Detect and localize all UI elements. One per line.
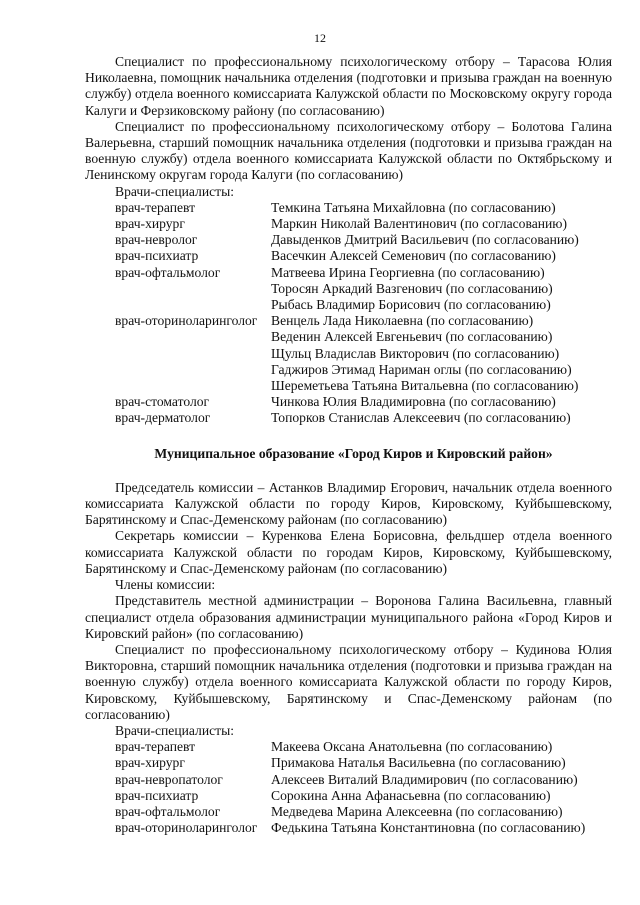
psychologist-paragraph-3: Специалист по профессиональному психологическому отбору – Кудинова Юлия Викторовна, старший помощник начальника отделения (подготовки и призыва граждан на военную службу) отдела военного комиссариата Калужской области по городу Киров, Кировскому, Куйбышевскому, Барятинскому и Спас-Деменскому районам (по согласованию) — [85, 641, 612, 722]
list-item — [85, 820, 612, 836]
doctor-name: Торосян Аркадий Вазгенович (по согласованию) — [271, 280, 553, 296]
doctor-name: Топорков Станислав Алексеевич (по согласованию) — [271, 410, 571, 426]
doctor-name: Сорокина Анна Афанасьевна (по согласованию) — [271, 787, 551, 803]
doctor-title — [85, 362, 271, 378]
doctor-title — [85, 329, 271, 345]
list-item — [85, 410, 612, 426]
doctor-title: врач-психиатр — [115, 248, 199, 264]
doctor-title: врач-оториноларинголог — [115, 313, 258, 329]
doctor-name: Гаджиров Этимад Нариман оглы (по согласованию) — [271, 361, 572, 377]
doctor-title: врач-терапевт — [115, 739, 196, 755]
doctor-title: врач-невропатолог — [115, 771, 223, 787]
doctors-label-1: Врачи-специалисты: — [115, 183, 234, 199]
doctor-title: врач-невролог — [115, 232, 198, 248]
list-item — [85, 346, 612, 362]
doctor-name: Алексеев Виталий Владимирович (по согласованию) — [271, 771, 578, 787]
doctor-title: врач-офтальмолог — [115, 264, 221, 280]
list-item — [85, 313, 612, 329]
list-item — [85, 248, 612, 264]
doctor-title: врач-дерматолог — [115, 410, 211, 426]
doctor-name: Венцель Лада Николаевна (по согласованию) — [271, 313, 534, 329]
doctor-name: Матвеева Ирина Георгиевна (по согласованию) — [271, 264, 545, 280]
doctor-name: Чинкова Юлия Владимировна (по согласованию) — [271, 394, 556, 410]
list-item — [85, 281, 612, 297]
doctor-name: Шереметьева Татьяна Витальевна (по согласованию) — [271, 378, 579, 394]
doctor-name: Маркин Николай Валентинович (по согласованию) — [271, 216, 567, 232]
members-label: Члены комиссии: — [115, 577, 216, 593]
list-item — [85, 788, 612, 804]
doctor-name: Примакова Наталья Васильевна (по согласованию) — [271, 755, 566, 771]
doctors-label-2: Врачи-специалисты: — [115, 722, 234, 738]
doctor-name: Федькина Татьяна Константиновна (по согласованию) — [271, 820, 586, 836]
list-item — [85, 772, 612, 788]
list-item — [85, 265, 612, 281]
doctor-title: врач-офтальмолог — [115, 803, 221, 819]
doctor-title — [85, 346, 271, 362]
chairman-paragraph: Председатель комиссии – Астанков Владимир Егорович, начальник отдела военного комиссариата Калужской области по городу Киров, Кировскому, Куйбышевскому, Барятинскому и Спас-Деменскому районам (по согласованию) — [85, 479, 612, 528]
doctor-name: Рыбась Владимир Борисович (по согласованию) — [271, 297, 551, 313]
psychologist-paragraph-2: Специалист по профессиональному психологическому отбору – Болотова Галина Валерьевна, старший помощник начальника отделения (подготовки и призыва граждан на военную службу) отдела военного комиссариата Калужской области по Октябрьскому и Ленинскому округам города Калуги (по согласованию) — [85, 118, 612, 183]
doctor-title: врач-стоматолог — [115, 394, 210, 410]
doctor-title: врач-оториноларинголог — [115, 820, 258, 836]
doctor-name: Макеева Оксана Анатольевна (по согласованию) — [271, 739, 553, 755]
doctor-name: Давыденков Дмитрий Васильевич (по согласованию) — [271, 232, 579, 248]
doctor-title: врач-хирург — [115, 755, 185, 771]
doctors-list-2 — [85, 739, 612, 836]
list-item — [85, 297, 612, 313]
page-number: 12 — [314, 31, 326, 45]
doctor-name: Васечкин Алексей Семенович (по согласованию) — [271, 248, 556, 264]
list-item — [85, 329, 612, 345]
list-item — [85, 394, 612, 410]
doctor-title — [85, 281, 271, 297]
psychologist-paragraph-1: Специалист по профессиональному психологическому отбору – Тарасова Юлия Николаевна, помощник начальника отделения (подготовки и призыва граждан на военную службу) отдела военного комиссариата Калужской области по Московскому округу города Калуги и Ферзиковскому району (по согласованию) — [85, 54, 612, 118]
secretary-paragraph: Секретарь комиссии – Куренкова Елена Борисовна, фельдшер отдела военного комиссариата Калужской области по городам Киров, Кировскому, Куйбышевскому, Барятинскому и Спас-Деменскому районам (по согласованию) — [85, 528, 612, 576]
admin-representative-paragraph: Представитель местной администрации – Воронова Галина Васильевна, главный специалист отдела образования администрации муниципального района «Город Киров и Кировский район» (по согласованию) — [85, 593, 612, 641]
doctor-name: Темкина Татьяна Михайловна (по согласованию) — [271, 199, 556, 215]
doctor-title — [85, 378, 271, 394]
doctor-title: врач-хирург — [115, 216, 185, 232]
list-item — [85, 804, 612, 820]
doctor-title: врач-психиатр — [115, 787, 199, 803]
doctor-name: Щульц Владислав Викторович (по согласованию) — [271, 345, 560, 361]
list-item — [85, 216, 612, 232]
list-item — [85, 200, 612, 216]
list-item — [85, 739, 612, 755]
list-item — [85, 755, 612, 771]
list-item — [85, 232, 612, 248]
list-item — [85, 362, 612, 378]
doctor-name: Медведева Марина Алексеевна (по согласованию) — [271, 803, 563, 819]
document-body — [85, 54, 612, 836]
doctor-title — [85, 297, 271, 313]
section-heading: Муниципальное образование «Город Киров и Кировский район» — [154, 445, 553, 461]
doctors-list-1 — [85, 200, 612, 427]
doctor-title: врач-терапевт — [115, 199, 196, 215]
list-item — [85, 378, 612, 394]
doctor-name: Веденин Алексей Евгеньевич (по согласованию) — [271, 329, 553, 345]
